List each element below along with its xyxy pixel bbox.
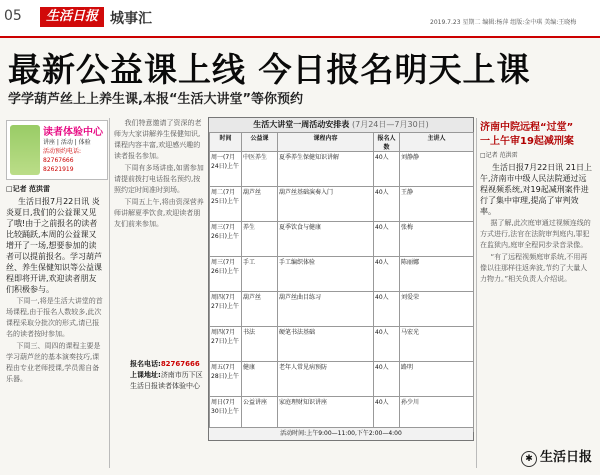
row-time: 周二(7月25日)上午 bbox=[210, 187, 242, 222]
page-header bbox=[0, 0, 600, 38]
row-count: 40人 bbox=[374, 327, 400, 362]
row-time: 周一(7月24日)上午 bbox=[210, 152, 242, 187]
address-text: 济南市历下区生活日报读者体验中心 bbox=[130, 371, 203, 390]
row-course: 葫芦丝 bbox=[242, 187, 278, 222]
row-content: 葫芦丝曲目练习 bbox=[278, 292, 374, 327]
row-content: 夏季饮食与健康 bbox=[278, 222, 374, 257]
promo-phone bbox=[43, 147, 81, 174]
schedule-grid bbox=[209, 132, 474, 432]
row-count: 40人 bbox=[374, 397, 400, 432]
row-course: 书法 bbox=[242, 327, 278, 362]
row-time: 周三(7月26日)上午 bbox=[210, 257, 242, 292]
column-divider bbox=[476, 118, 477, 468]
promo-photo bbox=[10, 125, 40, 175]
schedule-row bbox=[210, 187, 474, 222]
schedule-row bbox=[210, 257, 474, 292]
row-speaker: 王静 bbox=[400, 187, 474, 222]
contact-label: 报名电话: bbox=[130, 360, 161, 368]
row-count: 40人 bbox=[374, 257, 400, 292]
column-divider bbox=[109, 118, 110, 468]
row-content: 硬笔书法基础 bbox=[278, 327, 374, 362]
row-content: 夏季养生保健知识讲解 bbox=[278, 152, 374, 187]
row-time: 周四(7月27日)上午 bbox=[210, 327, 242, 362]
promo-phone-label: 活动预约电话: bbox=[43, 148, 82, 155]
row-time: 周四(7月27日)上午 bbox=[210, 292, 242, 327]
row-speaker: 孙少川 bbox=[400, 397, 474, 432]
row-content: 老年人常见病预防 bbox=[278, 362, 374, 397]
row-count: 40人 bbox=[374, 152, 400, 187]
left-para-3: 下周三、周四的课程主要是学习葫芦丝的基本演奏技巧,课程由专业老师授课,学员需自备乐器。 bbox=[6, 342, 101, 383]
reader-center-promo bbox=[6, 120, 108, 180]
sub-headline: 学学葫芦丝上上养生课,本报“生活大讲堂”等你预约 bbox=[8, 92, 304, 107]
row-speaker: 张梅 bbox=[400, 222, 474, 257]
row-count: 40人 bbox=[374, 362, 400, 397]
row-speaker: 马宏光 bbox=[400, 327, 474, 362]
right-article bbox=[480, 162, 594, 442]
row-time: 周日(7月30日)上午 bbox=[210, 397, 242, 432]
schedule-row bbox=[210, 222, 474, 257]
schedule-title-text: 生活大讲堂一周活动安排表 bbox=[253, 120, 350, 129]
wechat-icon: ✱ bbox=[521, 451, 537, 467]
schedule-row bbox=[210, 362, 474, 397]
left-article bbox=[6, 184, 104, 464]
section-title: 城事汇 bbox=[110, 11, 152, 27]
header-meta: 2019.7.23 星期二 编辑:杨萍 组版:金中琪 美编:王晓梅 bbox=[430, 19, 577, 26]
contact-info bbox=[130, 359, 204, 392]
row-count: 40人 bbox=[374, 222, 400, 257]
promo-phone-2: 82621919 bbox=[43, 166, 74, 173]
right-para-3: “有了远程视频庭审系统,不用再像以往那样往返奔波,节约了大量人力物力。”相关负责人介绍说。 bbox=[480, 253, 588, 283]
row-content: 葫芦丝基础演奏入门 bbox=[278, 187, 374, 222]
schedule-row bbox=[210, 152, 474, 187]
right-headline-2: 一上午审19起减刑案 bbox=[480, 136, 574, 147]
col-speaker: 主讲人 bbox=[400, 133, 474, 152]
row-course: 手工 bbox=[242, 257, 278, 292]
right-byline: □记者 范洪雷 bbox=[480, 152, 518, 159]
promo-phone-1: 82767666 bbox=[43, 157, 74, 164]
schedule-body bbox=[210, 152, 474, 432]
address-label: 上课地址: bbox=[130, 371, 161, 379]
row-course: 公益讲座 bbox=[242, 397, 278, 432]
schedule-row bbox=[210, 327, 474, 362]
row-course: 健康 bbox=[242, 362, 278, 397]
schedule-table bbox=[208, 117, 474, 441]
right-para-2: 据了解,此次庭审通过视频连线的方式进行,法官在法院审判庭内,罪犯在监狱内,庭审全程同步录音录像。 bbox=[480, 219, 591, 249]
row-course: 葫芦丝 bbox=[242, 292, 278, 327]
contact-phone: 82767666 bbox=[160, 360, 200, 368]
col-time: 时间 bbox=[210, 133, 242, 152]
schedule-footer: 活动时间:上午9:00—11:00,下午2:00—4:00 bbox=[209, 427, 473, 440]
row-speaker: 路明 bbox=[400, 362, 474, 397]
row-count: 40人 bbox=[374, 187, 400, 222]
main-headline: 最新公益课上线 今日报名明天上课 bbox=[8, 50, 531, 89]
schedule-header-row bbox=[210, 133, 474, 152]
col-content: 课程内容 bbox=[278, 133, 374, 152]
row-time: 周五(7月28日)上午 bbox=[210, 362, 242, 397]
row-content: 手工编织体验 bbox=[278, 257, 374, 292]
mid-para-1: 我们特意邀请了资深的老师为大家讲解养生保健知识,课程内容丰富,欢迎感兴趣的读者报名参加。 bbox=[114, 119, 202, 160]
left-para-1: 生活日报7月22日讯 炎炎夏日,我们的公益课又见了哦!由于之前报名的读者比较踊跃,本周的公益课又增开了一场,想要参加的读者可以提前报名。学习葫芦丝、养生保健知识等公益课程即将开讲,欢迎读者朋友们积极参与。 bbox=[6, 197, 102, 294]
row-speaker: 刘爱荣 bbox=[400, 292, 474, 327]
right-headline-1: 济南中院远程“过堂” bbox=[480, 122, 574, 133]
promo-subtitle: 讲座 | 活动 | 体验 bbox=[43, 139, 91, 146]
row-count: 40人 bbox=[374, 292, 400, 327]
row-course: 养生 bbox=[242, 222, 278, 257]
promo-title: 读者体验中心 bbox=[43, 127, 103, 138]
left-para-2: 下周一,将是生活大讲堂的首场课程,由于报名人数较多,此次课程采取分批次的形式,请已报名的读者按时参加。 bbox=[6, 297, 103, 338]
right-para-1: 生活日报7月22日讯 21日上午,济南市中级人民法院通过远程视频系统,对19起减刑案件进行了集中审理,提高了审判效率。 bbox=[480, 163, 592, 216]
row-speaker: 刘静静 bbox=[400, 152, 474, 187]
watermark bbox=[521, 446, 592, 467]
schedule-title bbox=[209, 118, 473, 132]
row-speaker: 陈丽娜 bbox=[400, 257, 474, 292]
paper-logo: 生活日报 bbox=[40, 7, 104, 27]
schedule-row bbox=[210, 292, 474, 327]
col-course: 公益课 bbox=[242, 133, 278, 152]
row-course: 中医养生 bbox=[242, 152, 278, 187]
mid-article bbox=[114, 118, 204, 354]
page-number: 05 bbox=[4, 8, 22, 24]
row-content: 家庭理财知识讲座 bbox=[278, 397, 374, 432]
watermark-text: 生活日报 bbox=[539, 450, 592, 465]
schedule-date-range: (7月24日—7月30日) bbox=[352, 120, 429, 129]
col-count: 报名人数 bbox=[374, 133, 400, 152]
left-byline: □记者 范洪雷 bbox=[6, 185, 51, 193]
row-time: 周三(7月26日)上午 bbox=[210, 222, 242, 257]
mid-para-3: 下周五上午,将由资深营养师讲解夏季饮食,欢迎读者朋友们前来参加。 bbox=[114, 198, 204, 228]
mid-para-2: 下周有多场讲座,如需参加请提前拨打电话报名预约,按照约定时间准时到场。 bbox=[114, 164, 204, 194]
